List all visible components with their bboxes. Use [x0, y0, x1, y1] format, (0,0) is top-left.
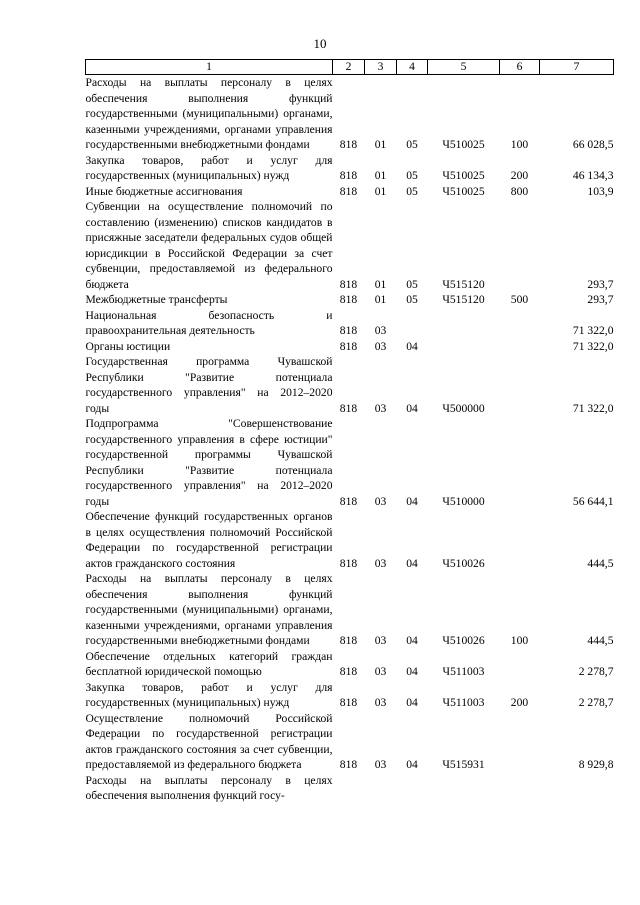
- code-admin-cell: 818: [339, 494, 358, 508]
- table-body: [86, 75, 614, 804]
- amount-cell: 66 028,5: [572, 138, 614, 151]
- item-name-cell: Национальная безопасность и правоохранительная деятельность: [85, 308, 333, 337]
- code-admin-cell: 818: [339, 138, 358, 151]
- item-name-cell: Расходы на выплаты персоналу в целях обеспечения выполнения функций госу-: [85, 773, 333, 802]
- code-subsection-cell: 04: [406, 696, 418, 709]
- code-section-cell: 01: [374, 169, 387, 182]
- code-subsection-cell: 05: [406, 138, 418, 151]
- code-target-cell: [428, 773, 500, 804]
- code-target-cell: Ч515931: [442, 758, 485, 771]
- table-row: [86, 680, 614, 711]
- code-section-cell: 03: [374, 665, 387, 678]
- table-row: [86, 339, 614, 355]
- item-name-cell: Подпрограмма "Совершенствование государственного управления в сфере юстиции" государственной программы Чувашской Республики "Развитие потенциала государственного управления" на 2012–2020 годы: [85, 417, 333, 508]
- code-section-cell: 03: [374, 339, 387, 353]
- code-section-cell: [365, 773, 397, 804]
- code-expense-type-cell: 200: [510, 169, 529, 182]
- amount-cell: 71 322,0: [572, 324, 614, 337]
- amount-cell: 444,5: [587, 634, 614, 647]
- code-expense-type-cell: 800: [510, 184, 529, 198]
- header-cell: 4: [397, 60, 428, 75]
- table-row: [86, 571, 614, 649]
- amount-cell: 71 322,0: [572, 401, 614, 415]
- code-section-cell: 03: [374, 494, 387, 508]
- code-target-cell: Ч510026: [442, 556, 485, 570]
- code-section-cell: 03: [374, 401, 387, 415]
- item-name-cell: Закупка товаров, работ и услуг для государственных (муниципальных) нужд: [85, 153, 333, 182]
- code-subsection-cell: 04: [406, 339, 418, 353]
- code-target-cell: Ч500000: [442, 401, 485, 415]
- item-name-cell: Обеспечение отдельных категорий граждан бесплатной юридической помощью: [85, 649, 333, 678]
- item-name-cell: Субвенции на осуществление полномочий по составлению (изменению) списков кандидатов в присяжные заседатели федеральных судов общей юрисдикции в Российской Федерации за счет субвенции, предоставляемой из федерального бюджета: [85, 200, 333, 291]
- header-cell: 6: [500, 60, 540, 75]
- header-cell: 1: [86, 60, 333, 75]
- table-row: [86, 649, 614, 680]
- table-row: [86, 509, 614, 571]
- code-admin-cell: 818: [339, 293, 358, 306]
- table-row: [86, 416, 614, 509]
- code-admin-cell: 818: [339, 758, 358, 771]
- code-target-cell: Ч510000: [442, 494, 485, 508]
- amount-cell: 8 929,8: [578, 758, 614, 771]
- table-row: [86, 354, 614, 416]
- code-section-cell: 03: [374, 556, 387, 570]
- code-target-cell: Ч511003: [442, 696, 485, 709]
- amount-cell: [540, 773, 614, 804]
- code-subsection-cell: 05: [406, 169, 418, 182]
- code-subsection-cell: 04: [406, 758, 418, 771]
- item-name-cell: Государственная программа Чувашской Республики "Развитие потенциала государственного управления" на 2012–2020 годы: [85, 355, 333, 415]
- code-expense-type-cell: 100: [510, 138, 529, 151]
- code-section-cell: 03: [374, 696, 387, 709]
- amount-cell: 444,5: [587, 556, 614, 570]
- code-admin-cell: 818: [339, 339, 358, 353]
- header-cell: 2: [333, 60, 365, 75]
- code-subsection-cell: 05: [406, 293, 418, 306]
- code-subsection-cell: [397, 773, 428, 804]
- code-admin-cell: 818: [339, 169, 358, 182]
- budget-table: [85, 59, 614, 804]
- code-admin-cell: 818: [339, 401, 358, 415]
- code-target-cell: Ч510025: [442, 138, 485, 151]
- table-row: [86, 711, 614, 773]
- table-row: [86, 153, 614, 184]
- code-admin-cell: 818: [339, 665, 358, 678]
- code-subsection-cell: 04: [406, 401, 418, 415]
- item-name-cell: Межбюджетные трансферты: [85, 293, 228, 306]
- item-name-cell: Расходы на выплаты персоналу в целях обеспечения выполнения функций государственными (муниципальными) органами, казенными учреждениями, органами управления государственными внебюджетными фондами: [85, 76, 333, 151]
- code-subsection-cell: 04: [406, 634, 418, 647]
- table-header: [86, 60, 614, 75]
- code-target-cell: Ч515120: [442, 277, 485, 291]
- code-subsection-cell: [397, 308, 428, 339]
- amount-cell: 56 644,1: [572, 494, 614, 508]
- code-expense-type-cell: 200: [510, 696, 529, 709]
- amount-cell: 2 278,7: [578, 665, 614, 678]
- page-number: 10: [313, 36, 327, 51]
- amount-cell: 103,9: [587, 184, 614, 198]
- code-subsection-cell: 05: [406, 277, 418, 291]
- header-cell: 3: [365, 60, 397, 75]
- code-target-cell: [428, 339, 500, 355]
- code-expense-type-cell: [500, 773, 540, 804]
- code-expense-type-cell: 100: [510, 634, 529, 647]
- code-expense-type-cell: [500, 649, 540, 680]
- code-section-cell: 01: [374, 277, 387, 291]
- header-row: [86, 60, 614, 75]
- code-expense-type-cell: [500, 199, 540, 292]
- code-expense-type-cell: [500, 416, 540, 509]
- code-target-cell: Ч510025: [442, 184, 485, 198]
- code-subsection-cell: 05: [406, 184, 418, 198]
- code-expense-type-cell: [500, 509, 540, 571]
- code-expense-type-cell: 500: [510, 293, 529, 306]
- header-cell: 7: [540, 60, 614, 75]
- code-expense-type-cell: [500, 711, 540, 773]
- code-target-cell: Ч515120: [442, 293, 485, 306]
- code-subsection-cell: 04: [406, 494, 418, 508]
- code-expense-type-cell: [500, 354, 540, 416]
- code-section-cell: 01: [374, 138, 387, 151]
- code-section-cell: 03: [374, 758, 387, 771]
- amount-cell: 71 322,0: [572, 339, 614, 353]
- table-row: [86, 773, 614, 804]
- code-section-cell: 01: [374, 293, 387, 306]
- code-expense-type-cell: [500, 308, 540, 339]
- item-name-cell: Осуществление полномочий Российской Федерации по государственной регистрации актов гражданского состояния за счет субвенции, предоставляемой из федерального бюджета: [85, 711, 333, 771]
- item-name-cell: Иные бюджетные ассигнования: [85, 184, 243, 198]
- amount-cell: 2 278,7: [578, 696, 614, 709]
- code-section-cell: 01: [374, 184, 387, 198]
- code-target-cell: Ч510026: [442, 634, 485, 647]
- table-row: [86, 308, 614, 339]
- table-row: [86, 292, 614, 308]
- amount-cell: 293,7: [587, 277, 614, 291]
- item-name-cell: Обеспечение функций государственных органов в целях осуществления полномочий Российской Федерации по государственной регистрации актов гражданского состояния: [85, 510, 333, 570]
- table-row: [86, 75, 614, 153]
- table-row: [86, 184, 614, 200]
- code-admin-cell: 818: [339, 184, 358, 198]
- code-expense-type-cell: [500, 339, 540, 355]
- code-section-cell: 03: [374, 634, 387, 647]
- code-admin-cell: 818: [339, 634, 358, 647]
- code-admin-cell: 818: [339, 696, 358, 709]
- code-target-cell: Ч510025: [442, 169, 485, 182]
- code-admin-cell: 818: [339, 277, 358, 291]
- code-subsection-cell: 04: [406, 665, 418, 678]
- item-name-cell: Органы юстиции: [85, 339, 171, 353]
- code-section-cell: 03: [374, 324, 387, 337]
- code-admin-cell: 818: [339, 556, 358, 570]
- code-target-cell: Ч511003: [442, 665, 485, 678]
- header-cell: 5: [428, 60, 500, 75]
- amount-cell: 46 134,3: [572, 169, 614, 182]
- code-subsection-cell: 04: [406, 556, 418, 570]
- code-admin-cell: 818: [339, 324, 358, 337]
- amount-cell: 293,7: [587, 293, 614, 306]
- table-row: [86, 199, 614, 292]
- code-target-cell: [428, 308, 500, 339]
- code-admin-cell: [333, 773, 365, 804]
- item-name-cell: Расходы на выплаты персоналу в целях обеспечения выполнения функций государственными (муниципальными) органами, казенными учреждениями, органами управления государственными внебюджетными фондами: [85, 572, 333, 647]
- item-name-cell: Закупка товаров, работ и услуг для государственных (муниципальных) нужд: [85, 680, 333, 709]
